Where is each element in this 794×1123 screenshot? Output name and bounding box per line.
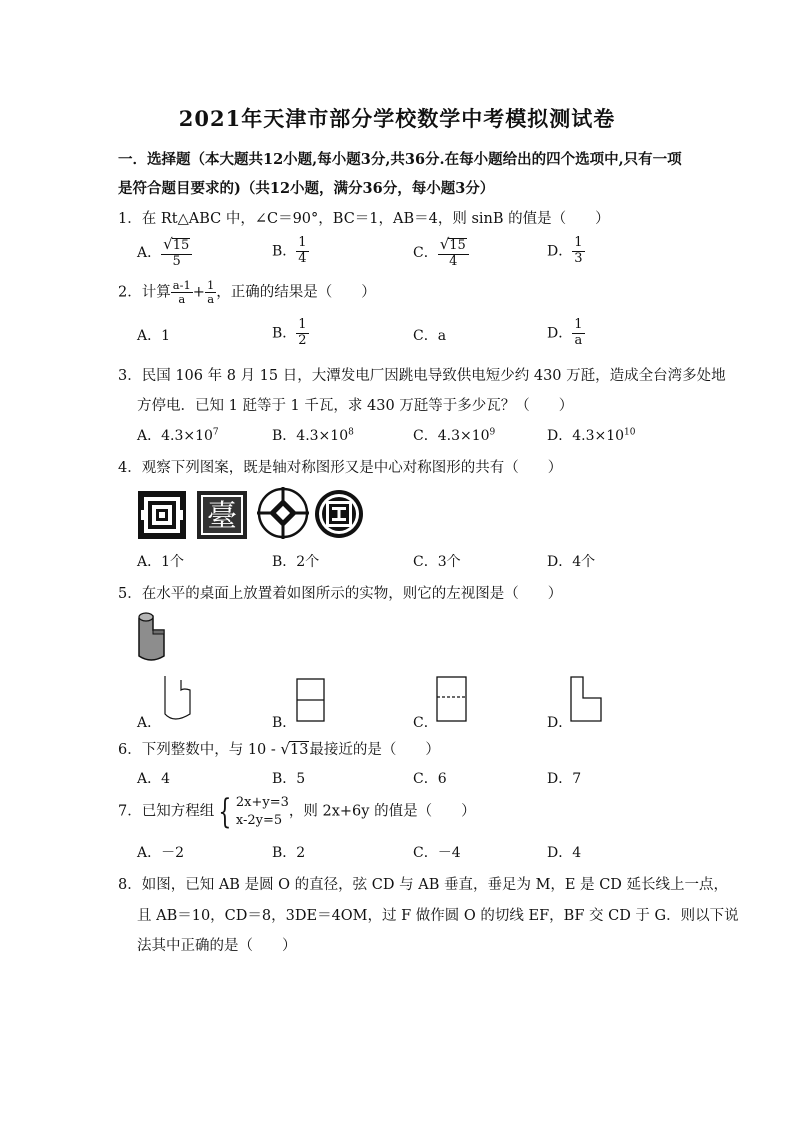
question-3-line1: 3．民国 106 年 8 月 15 日，大潭发电厂因跳电导致供电短少约 430 万瓩，造成全台湾多处地 xyxy=(118,368,726,384)
question-1-text: 1．在 Rt△ABC 中，∠C＝90°，BC＝1，AB＝4，则 sinB 的值是（ ） xyxy=(118,211,610,227)
q7-option-c: C．－4 xyxy=(413,845,461,861)
q4-option-b: B．2个 xyxy=(272,554,320,570)
question-3-line2: 方停电．已知 1 瓩等于 1 千瓦，求 430 万瓩等于多少瓦？（ ） xyxy=(137,398,574,414)
q1-option-a: A． $\frac{√15}{5}$ xyxy=(137,236,192,270)
q5-option-a-figure xyxy=(160,672,196,724)
q2-option-b: B． $\frac{1}{2}$ xyxy=(272,317,307,348)
q5-option-c-figure xyxy=(436,676,468,724)
q4-option-a: A．1个 xyxy=(137,554,185,570)
q1-option-d: D． $\frac{1}{3}$ xyxy=(547,235,583,266)
q2-option-d: D． $\frac{1}{a}$ xyxy=(547,317,583,348)
q4-option-d: D．4个 xyxy=(547,554,596,570)
q5-option-a: A． xyxy=(137,715,162,731)
q7-brace: { xyxy=(218,791,232,832)
question-8-line3: 法其中正确的是（ ） xyxy=(137,938,297,954)
q4-figure-1-square-pattern xyxy=(137,490,187,540)
q7-option-a: A．－2 xyxy=(137,845,185,861)
q4-option-c: C．3个 xyxy=(413,554,461,570)
q7-option-b: B．2 xyxy=(272,845,306,861)
q4-figure-2-character-seal xyxy=(196,490,248,540)
q5-option-b: B． xyxy=(272,715,297,731)
q6-option-d: D．7 xyxy=(547,771,582,787)
q2-option-a: A．1 xyxy=(137,328,171,344)
q4-figure-2-glyph: 臺 xyxy=(207,499,237,534)
q1-option-b: B． $\frac{1}{4}$ xyxy=(272,235,307,266)
question-2-text: 2．计算 $\frac{a-1}{a}$ + $\frac{1}{a}$ ，正确的结果是（ ） xyxy=(118,278,376,307)
q6-option-a: A．4 xyxy=(137,771,171,787)
q2-option-c: C．a xyxy=(413,328,447,344)
q7-option-d: D．4 xyxy=(547,845,582,861)
q5-option-c: C． xyxy=(413,715,438,731)
question-8-line2: 且 AB＝10，CD＝8，3DE＝4OM，过 F 做作圆 O 的切线 EF，BF 交 CD 于 G．则以下说 xyxy=(137,908,739,924)
question-8-line1: 8．如图，已知 AB 是圆 O 的直径，弦 CD 与 AB 垂直，垂足为 M，E 是 CD 延长线上一点， xyxy=(118,877,729,893)
q5-option-b-figure xyxy=(296,678,326,724)
q1-option-c: C． $\frac{√15}{4}$ xyxy=(413,236,469,270)
section-header-line2: 是符合题目要求的)（共12小题，满分36分，每小题3分） xyxy=(118,180,495,197)
q5-option-d: D． xyxy=(547,715,573,731)
q6-option-c: C．6 xyxy=(413,771,447,787)
q6-option-b: B．5 xyxy=(272,771,306,787)
question-6-text: 6．下列整数中，与 10 - √13最接近的是（ ） xyxy=(118,740,440,758)
question-7-text: 7．已知方程组 { 2x+y=3 x-2y=5 ，则 2x+6y 的值是（ ） xyxy=(118,791,476,832)
q3-option-a: A．$4.3\times 10^7$ xyxy=(137,427,219,444)
q3-option-b: B．$4.3\times 10^8$ xyxy=(272,427,354,444)
q5-solid-object-figure xyxy=(135,608,169,664)
question-4-text: 4．观察下列图案，既是轴对称图形又是中心对称图形的共有（ ） xyxy=(118,460,563,476)
question-5-text: 5．在水平的桌面上放置着如图所示的实物，则它的左视图是（ ） xyxy=(118,586,563,602)
q4-figure-3-diamond-pattern xyxy=(256,486,310,540)
section-header-line1: 一．选择题（本大题共12小题,每小题3分,共36分.在每小题给出的四个选项中,只有一项 xyxy=(118,151,682,168)
q4-figure-4-circular-pattern xyxy=(313,488,365,540)
q5-option-d-figure xyxy=(570,676,604,724)
q3-option-d: D．$4.3\times 10^{10}$ xyxy=(547,427,636,444)
q3-option-c: C．$4.3\times 10^9$ xyxy=(413,427,496,444)
page-title: 2021年天津市部分学校数学中考模拟测试卷 xyxy=(178,106,616,131)
